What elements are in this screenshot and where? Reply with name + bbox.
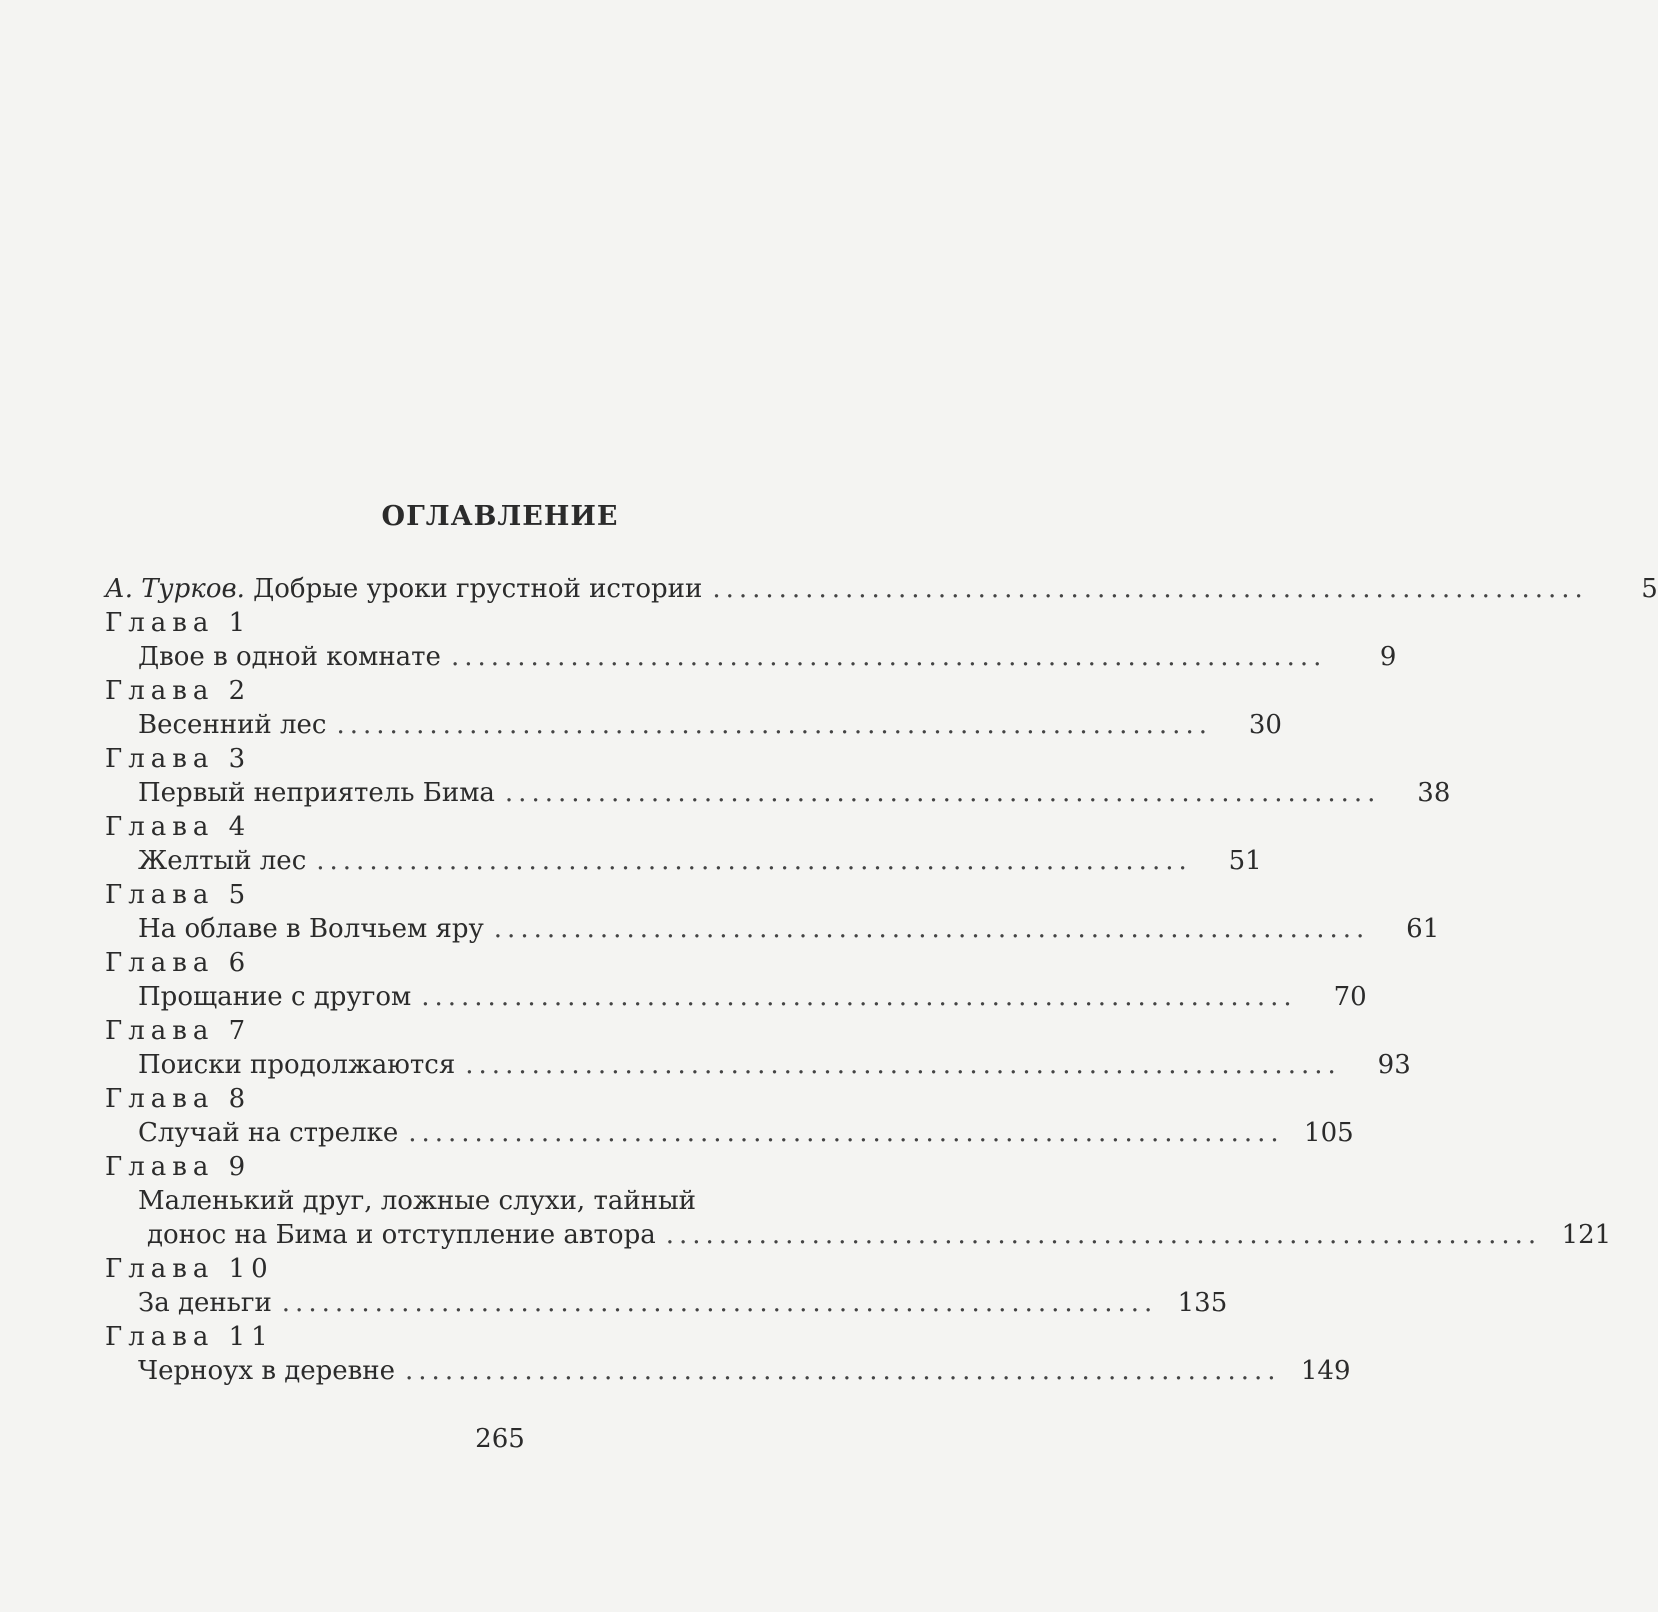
dot-leader: ..................................................................: [450, 642, 1327, 672]
dot-leader: ..................................................................: [465, 1050, 1341, 1080]
toc-entry: [105, 1354, 1351, 1388]
entry-title: Весенний лес: [138, 710, 327, 740]
toc-entry: [105, 1286, 1228, 1320]
toc-entry: [105, 980, 1367, 1014]
entry-title: Желтый лес: [138, 846, 307, 876]
dot-leader: ..................................................................: [504, 778, 1381, 808]
chapter-label: Глава 9: [105, 1152, 252, 1182]
chapter-label: Глава 2: [105, 676, 252, 706]
page-number: 265: [475, 1424, 525, 1454]
dot-leader: ..................................................................: [493, 914, 1370, 944]
toc-entry: [105, 912, 1440, 946]
dot-leader: ..................................................................: [408, 1118, 1284, 1148]
entry-title: Черноух в деревне: [138, 1356, 396, 1386]
entry-page-number: 30: [1248, 710, 1282, 740]
dot-leader: ..................................................................: [665, 1220, 1542, 1250]
toc-entry: [105, 1048, 1411, 1082]
toc-entry: [105, 1116, 1354, 1150]
entry-title-line: Маленький друг, ложные слухи, тайный: [138, 1186, 697, 1216]
entry-page-number: 121: [1561, 1220, 1612, 1250]
dot-leader: ..................................................................: [316, 846, 1192, 876]
entry-page-number: 93: [1377, 1050, 1411, 1080]
chapter-label: Глава 6: [105, 948, 252, 978]
dot-leader: ..................................................................: [281, 1288, 1158, 1318]
toc-heading: ОГЛАВЛЕНИЕ: [381, 501, 619, 532]
entry-title: [105, 572, 702, 606]
dot-leader: ..................................................................: [712, 574, 1588, 604]
entry-page-number: 105: [1304, 1118, 1354, 1148]
chapter-label: Глава 7: [105, 1016, 252, 1046]
toc-entry-intro: [105, 572, 1658, 606]
chapter-label: Глава 4: [105, 812, 252, 842]
entry-page-number: 5: [1641, 574, 1658, 604]
chapter-label: Глава 3: [105, 744, 252, 774]
entry-page-number: 9: [1379, 642, 1397, 672]
dot-leader: ..................................................................: [336, 710, 1212, 740]
entry-page-number: 149: [1300, 1356, 1351, 1386]
entry-title: Случай на стрелке: [138, 1118, 399, 1148]
table-of-contents: [105, 572, 1658, 1388]
entry-title-text: Добрые уроки грустной истории: [244, 574, 703, 604]
chapter-label: Глава 10: [105, 1254, 274, 1284]
entry-page-number: 51: [1228, 846, 1262, 876]
toc-entry: [105, 640, 1397, 674]
toc-entry: [105, 776, 1451, 810]
toc-entry: [105, 708, 1282, 742]
toc-entry: [105, 1218, 1612, 1252]
entry-author: А. Турков.: [105, 574, 245, 604]
entry-title: Первый неприятель Бима: [138, 778, 495, 808]
entry-title: Поиски продолжаются: [138, 1050, 456, 1080]
chapter-label: Глава 5: [105, 880, 252, 910]
entry-title-line: донос на Бима и отступление автора: [147, 1220, 656, 1250]
entry-title: За деньги: [138, 1288, 272, 1318]
entry-page-number: 38: [1417, 778, 1451, 808]
chapter-label: Глава 1: [105, 608, 252, 638]
entry-page-number: 61: [1406, 914, 1440, 944]
chapter-label: Глава 8: [105, 1084, 252, 1114]
dot-leader: ..................................................................: [405, 1356, 1281, 1386]
entry-page-number: 70: [1333, 982, 1367, 1012]
entry-page-number: 135: [1177, 1288, 1228, 1318]
entry-title: На облаве в Волчьем яру: [138, 914, 484, 944]
entry-title: Двое в одной комнате: [138, 642, 441, 672]
entry-title: Прощание с другом: [138, 982, 412, 1012]
chapter-label: Глава 11: [105, 1322, 274, 1352]
dot-leader: ..................................................................: [421, 982, 1297, 1012]
toc-entry: [105, 844, 1262, 878]
